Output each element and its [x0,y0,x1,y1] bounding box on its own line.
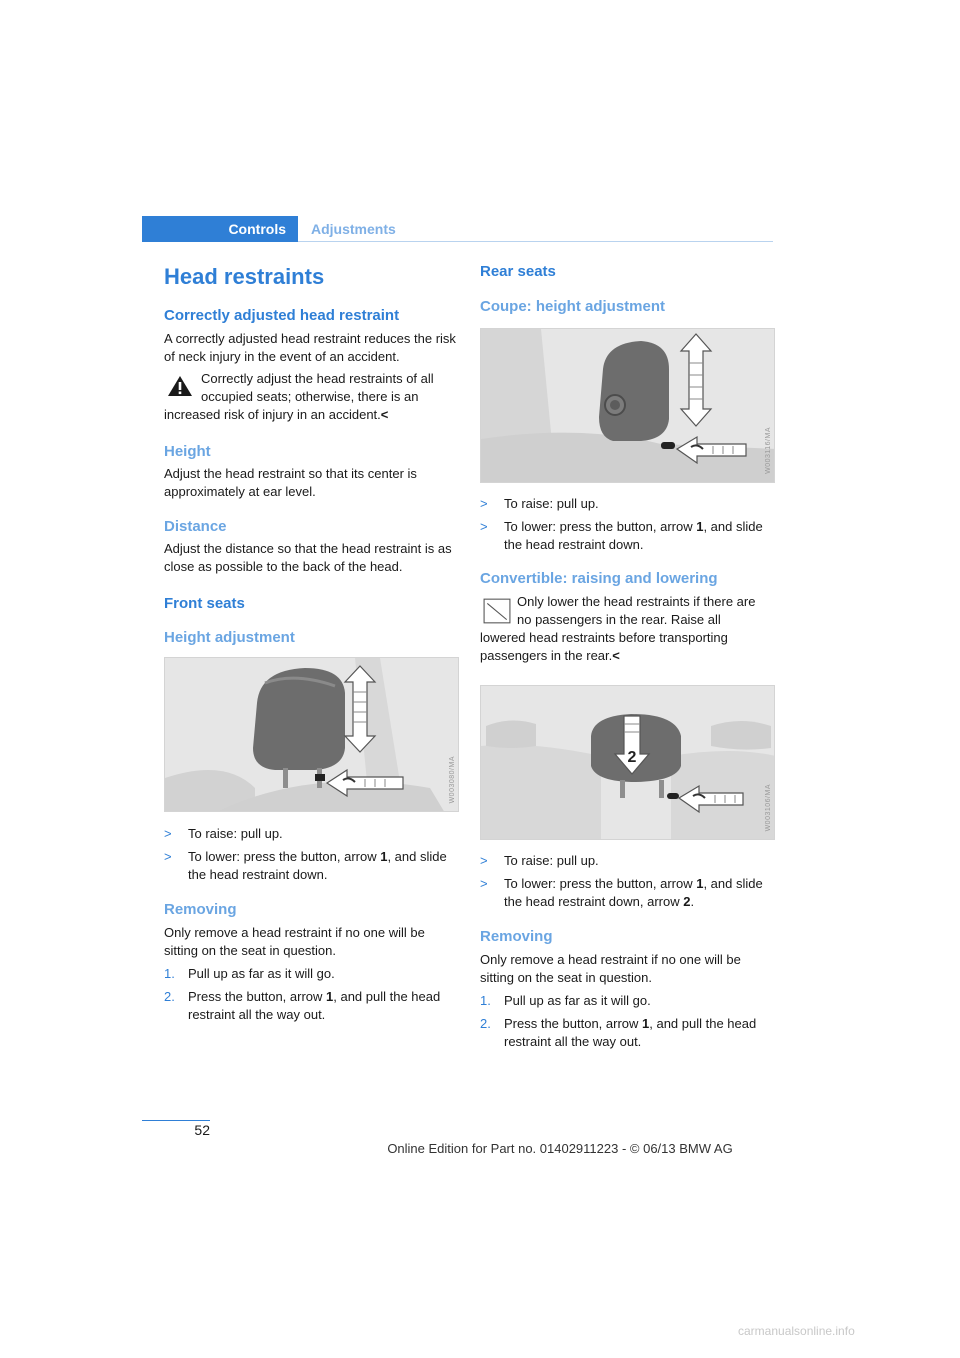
convertible-instructions [480,852,775,911]
list-item: 2. Press the button, arrow 1, and pull the head restraint all the way out. [480,1016,757,1049]
header-rule [298,241,773,242]
distance-heading: Distance [164,518,227,535]
note-line-2: no passengers in the rear. Raise all [517,612,721,627]
arrow-label: 2 [627,749,637,766]
note-icon [483,598,511,624]
warning-line-2: occupied seats; otherwise, there is an [201,389,419,404]
distance-paragraph: Adjust the distance so that the head restraint is as close as possible to the back of the head. [164,541,452,574]
removing-paragraph: Only remove a head restraint if no one will be sitting on the seat in question. [164,925,425,958]
coupe-headrest-illustration [480,328,775,483]
removing-steps-rear [480,992,775,1051]
note-rest: lowered head restraints before transporting passengers in the rear.< [480,630,728,663]
end-mark: < [380,407,389,422]
height-heading: Height [164,443,211,460]
front-seats-heading: Front seats [164,595,245,612]
list-item: > To lower: press the button, arrow 1, and slide the head restraint down. [164,849,447,882]
section-paragraph: A correctly adjusted head restraint reduces the risk of neck injury in the event of an accident. [164,331,456,364]
convertible-heading: Convertible: raising and lowering [480,570,718,587]
figure-code: W003106/MA [765,783,772,831]
section-heading-correct: Correctly adjusted head restraint [164,307,400,324]
note-line-1: Only lower the head restraints if there are [517,594,756,609]
list-item: > To lower: press the button, arrow 1, and slide the head restraint down, arrow 2. [480,876,763,909]
front-headrest-drawing [165,658,459,812]
list-item: > To raise: pull up. [480,853,599,868]
removing-heading-rear: Removing [480,928,553,945]
list-item: > To raise: pull up. [164,826,283,841]
list-item: > To lower: press the button, arrow 1, and slide the head restraint down. [480,519,763,552]
warning-icon [167,374,193,398]
header-tab-adjustments: Adjustments [311,221,396,237]
list-item: 2. Press the button, arrow 1, and pull the head restraint all the way out. [164,989,441,1022]
note-block [480,593,775,665]
warning-line-3: increased risk of injury in an accident.< [164,407,389,422]
coupe-headrest-drawing [481,329,775,483]
end-mark: < [612,648,620,663]
removing-steps [164,965,459,1024]
front-headrest-illustration [164,657,459,812]
watermark: carmanualsonline.info [738,1324,855,1338]
coupe-heading: Coupe: height adjustment [480,298,665,315]
header-tab-controls: Controls [142,216,298,242]
list-item: 1. Pull up as far as it will go. [480,993,651,1008]
convertible-headrest-drawing [481,686,775,840]
left-column [164,262,459,1029]
list-item: > To raise: pull up. [480,496,599,511]
page-title: Head restraints [164,264,325,289]
figure-code: W003080/MA [449,755,456,803]
height-adjustment-heading: Height adjustment [164,629,295,646]
warning-block [164,370,459,424]
removing-heading: Removing [164,901,237,918]
right-column [480,262,775,1056]
warning-line-1: Correctly adjust the head restraints of all [201,371,434,386]
coupe-instructions [480,495,775,554]
removing-paragraph-rear: Only remove a head restraint if no one will be sitting on the seat in question. [480,952,741,985]
edition-footer: Online Edition for Part no. 01402911223 - © 06/13 BMW AG [387,1141,733,1156]
figure-code: W003116/MA [765,427,772,474]
convertible-headrest-illustration [480,685,775,840]
page-number: 52 [194,1122,210,1138]
height-paragraph: Adjust the head restraint so that its center is approximately at ear level. [164,466,417,499]
page-number-rule [142,1120,210,1121]
list-item: 1. Pull up as far as it will go. [164,966,335,981]
front-instructions [164,825,459,884]
rear-seats-heading: Rear seats [480,263,556,280]
